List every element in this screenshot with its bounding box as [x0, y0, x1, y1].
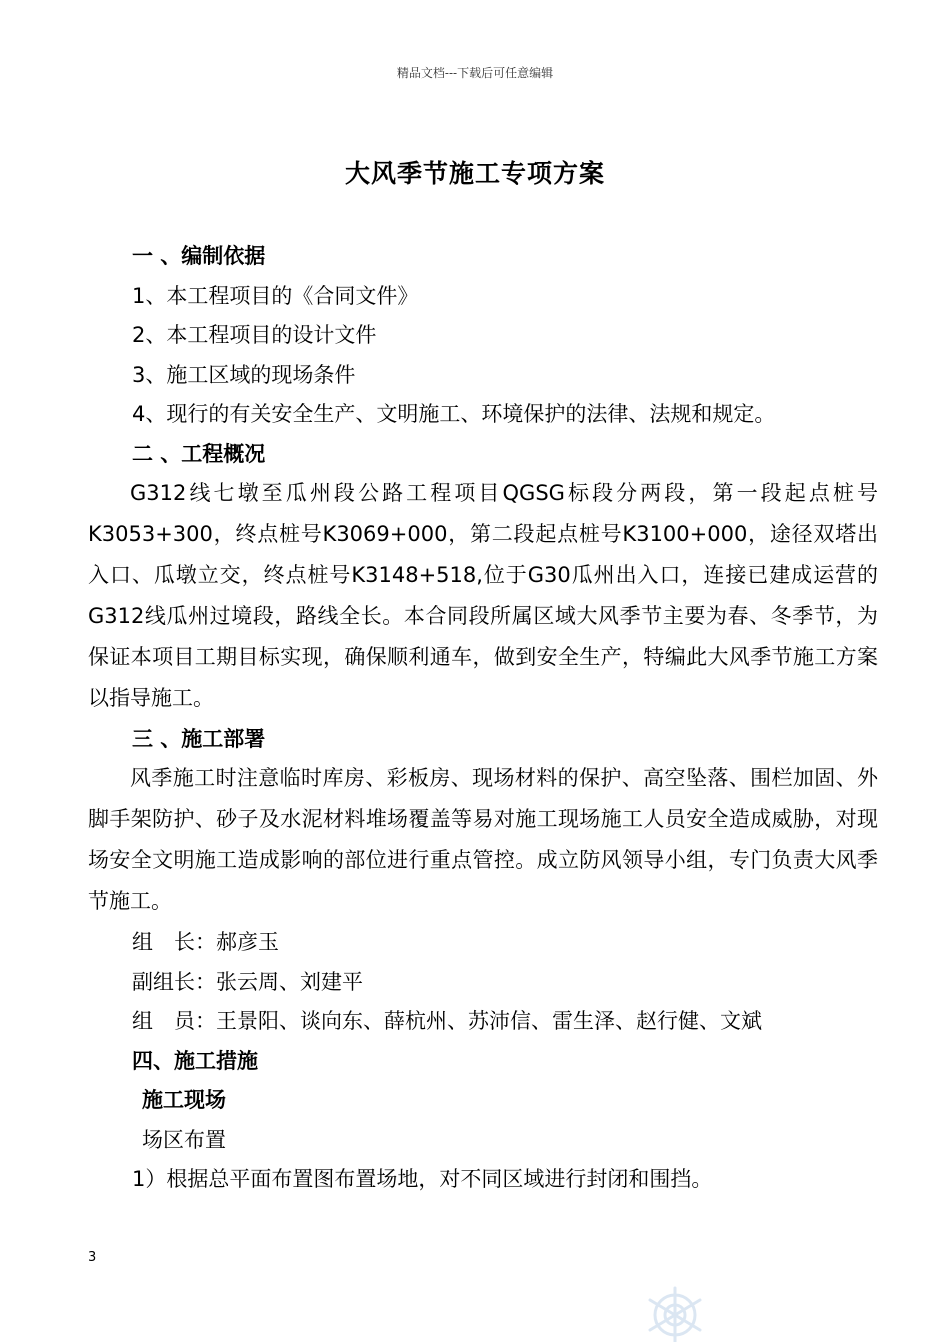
section1-item-2: 2、本工程项目的设计文件 — [132, 323, 377, 347]
section4-subheading-site: 施工现场 — [142, 1088, 226, 1112]
document-title: 大风季节施工专项方案 — [344, 159, 605, 188]
section1-item-1: 1、本工程项目的《合同文件》 — [132, 284, 419, 308]
section2-heading: 二 、工程概况 — [132, 442, 266, 466]
section1-heading: 一 、编制依据 — [132, 244, 266, 268]
team-members: 组 员：王景阳、谈向东、薛杭州、苏沛信、雷生泽、赵行健、文斌 — [132, 1009, 762, 1033]
section1-item-4: 4、现行的有关安全生产、文明施工、环境保护的法律、法规和规定。 — [132, 402, 776, 426]
section4-heading: 四、施工措施 — [132, 1049, 258, 1073]
page-header: 精品文档---下载后可任意编辑 — [396, 66, 554, 80]
page-number: 3 — [88, 1250, 97, 1265]
team-leader: 组 长：郝彦玉 — [132, 930, 279, 954]
section4-item-1: 1）根据总平面布置图布置场地，对不同区域进行封闭和围挡。 — [132, 1167, 713, 1191]
section2-paragraph: G312线七墩至瓜州段公路工程项目QGSG标段分两段，第一段起点桩号K3053+300，终点桩号K3069+000，第二段起点桩号K3100+000，途径双塔出入口、瓜墩立交，终点桩号K3148+518,位于G30瓜州出入口，连接已建成运营的G312线瓜州过境段，路线全长。本合同段所属区域大风季节主要为春、冬季节，为保证本项目工期目标实现，确保顺利通车，做到安全生产，特编此大风季节施工方案以指导施工。 — [88, 481, 878, 710]
section3-paragraph: 风季施工时注意临时库房、彩板房、现场材料的保护、高空坠落、围栏加固、外脚手架防护、砂子及水泥材料堆场覆盖等易对施工现场施工人员安全造成威胁，对现场安全文明施工造成影响的部位进行重点管控。成立防风领导小组，专门负责大风季节施工。 — [88, 766, 878, 913]
section3-heading: 三 、施工部署 — [132, 727, 266, 751]
team-deputy: 副组长：张云周、刘建平 — [132, 970, 363, 994]
snowflake-watermark-icon — [640, 1282, 710, 1342]
section4-subheading-layout: 场区布置 — [142, 1128, 226, 1152]
section1-item-3: 3、施工区域的现场条件 — [132, 363, 356, 387]
